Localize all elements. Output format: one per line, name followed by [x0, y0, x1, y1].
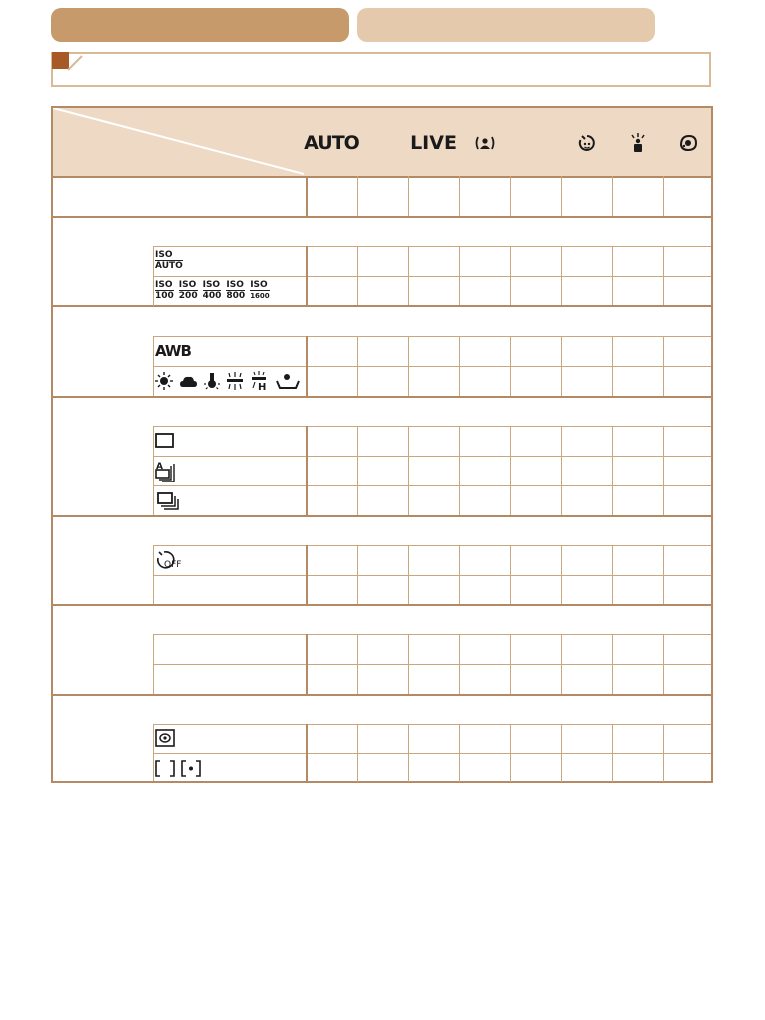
- daylight-icon: [155, 372, 173, 390]
- mode-column-divider: [612, 246, 613, 305]
- row-divider: [153, 456, 713, 457]
- mode-column-divider: [510, 246, 511, 305]
- mode-column-divider: [459, 176, 460, 216]
- row-divider: [51, 305, 713, 307]
- column-divider: [153, 336, 154, 396]
- mode-column-divider: [408, 426, 409, 515]
- iso-200-icon: ISO 200: [178, 280, 198, 301]
- mode-column-divider: [459, 336, 460, 396]
- cloudy-icon: [180, 377, 197, 387]
- mode-column-divider: [408, 176, 409, 216]
- spot-metering-icon: [182, 761, 200, 776]
- mode-column-divider: [459, 426, 460, 515]
- auto-continuous-icon: [155, 457, 181, 485]
- mode-column-divider: [663, 545, 664, 604]
- mode-column-divider: [612, 336, 613, 396]
- wb-preset-icons: [155, 367, 305, 395]
- iso-auto-icon: ISO AUTO: [155, 250, 183, 271]
- mode-column-divider: [357, 176, 358, 216]
- mode-column-divider: [663, 246, 664, 305]
- mode-column-divider: [561, 634, 562, 694]
- smart-shutter-icon: [561, 126, 612, 160]
- mode-column-divider: [306, 176, 308, 216]
- row-divider: [153, 575, 713, 576]
- mode-column-divider: [357, 426, 358, 515]
- function-availability-table: [51, 106, 713, 783]
- row-divider: [153, 336, 713, 337]
- continuous-icon: [155, 487, 181, 515]
- fluorescent-icon: [227, 372, 243, 390]
- row-divider: [153, 634, 713, 635]
- mode-column-divider: [408, 336, 409, 396]
- iso-values-icons: [155, 277, 275, 305]
- center-weighted-icon: [156, 761, 174, 776]
- header-tab-primary: [51, 8, 349, 42]
- mode-column-divider: [561, 724, 562, 782]
- mode-column-divider: [510, 176, 511, 216]
- mode-column-divider: [306, 724, 308, 782]
- column-divider: [153, 426, 154, 515]
- column-divider: [153, 634, 154, 694]
- svg-text:A: A: [156, 462, 163, 472]
- row-divider: [153, 753, 713, 754]
- mode-column-divider: [663, 176, 664, 216]
- svg-text:OFF: OFF: [164, 560, 182, 570]
- section-title-bar: [51, 52, 711, 87]
- tungsten-icon: [204, 373, 220, 389]
- svg-text:H: H: [258, 382, 267, 391]
- table-left-border: [51, 106, 53, 783]
- mode-column-divider: [561, 246, 562, 305]
- iso-100-icon: ISO 100: [155, 280, 174, 301]
- mode-column-divider: [306, 545, 308, 604]
- column-divider: [153, 724, 154, 781]
- mode-column-divider: [408, 634, 409, 694]
- mode-column-divider: [510, 545, 511, 604]
- column-divider: [153, 246, 154, 306]
- header-tab-secondary: [357, 8, 655, 42]
- table-right-border: [711, 106, 713, 783]
- mode-column-divider: [510, 634, 511, 694]
- mode-column-divider: [357, 634, 358, 694]
- row-divider: [153, 485, 713, 486]
- row-divider: [51, 396, 713, 398]
- row-divider: [51, 176, 713, 178]
- mode-column-divider: [663, 724, 664, 782]
- mode-column-divider: [408, 246, 409, 305]
- mode-column-divider: [561, 426, 562, 515]
- mode-column-divider: [357, 246, 358, 305]
- mode-column-divider: [663, 426, 664, 515]
- mode-column-divider: [459, 246, 460, 305]
- mode-column-divider: [663, 336, 664, 396]
- mode-column-divider: [561, 176, 562, 216]
- fluorescent-h-icon: [252, 371, 266, 391]
- row-divider: [51, 515, 713, 517]
- iso-400-icon: ISO 400: [202, 280, 222, 301]
- table-top-border: [51, 106, 713, 108]
- iso-800-icon: ISO 800: [226, 280, 246, 301]
- mode-column-divider: [459, 724, 460, 782]
- mode-column-divider: [612, 176, 613, 216]
- mode-column-divider: [306, 336, 308, 396]
- evaluative-metering-icon: [155, 725, 177, 753]
- portrait-icon: [459, 126, 510, 160]
- self-timer-off-icon: [155, 546, 185, 574]
- single-shot-icon: [155, 427, 175, 455]
- mode-column-divider: [357, 724, 358, 782]
- mode-column-divider: [306, 634, 308, 694]
- awb-icon: AWB: [155, 342, 191, 360]
- row-divider: [153, 276, 713, 277]
- row-divider: [153, 246, 713, 247]
- low-light-icon: [612, 126, 663, 160]
- mode-column-divider: [612, 545, 613, 604]
- row-divider: [153, 724, 713, 725]
- mode-column-divider: [306, 246, 308, 305]
- mode-column-divider: [561, 336, 562, 396]
- mode-column-divider: [357, 336, 358, 396]
- fisheye-effect-icon: [663, 126, 713, 160]
- mode-column-divider: [612, 426, 613, 515]
- header-diagonal: [51, 106, 306, 176]
- mode-column-divider: [408, 545, 409, 604]
- mode-column-divider: [561, 545, 562, 604]
- column-divider: [153, 545, 154, 604]
- mode-column-divider: [612, 724, 613, 782]
- section-slash-icon: [64, 52, 84, 72]
- table-bottom-border: [51, 781, 713, 783]
- mode-column-divider: [510, 724, 511, 782]
- mode-auto: AUTO: [304, 132, 359, 154]
- row-divider: [51, 216, 713, 218]
- mode-column-divider: [663, 634, 664, 694]
- mode-column-divider: [510, 336, 511, 396]
- row-divider: [51, 694, 713, 696]
- mode-column-divider: [459, 545, 460, 604]
- row-divider: [153, 366, 713, 367]
- mode-column-divider: [510, 426, 511, 515]
- mode-column-divider: [357, 545, 358, 604]
- row-divider: [153, 426, 713, 427]
- mode-live: LIVE: [410, 132, 457, 154]
- row-divider: [51, 604, 713, 606]
- metering-center-spot-icons: [155, 755, 203, 783]
- mode-column-divider: [459, 634, 460, 694]
- iso-1600-icon: ISO 1600: [250, 280, 270, 300]
- row-divider: [153, 545, 713, 546]
- row-divider: [153, 664, 713, 665]
- mode-column-divider: [306, 426, 308, 515]
- mode-column-divider: [612, 634, 613, 694]
- mode-column-divider: [408, 724, 409, 782]
- custom-wb-icon: [277, 374, 299, 388]
